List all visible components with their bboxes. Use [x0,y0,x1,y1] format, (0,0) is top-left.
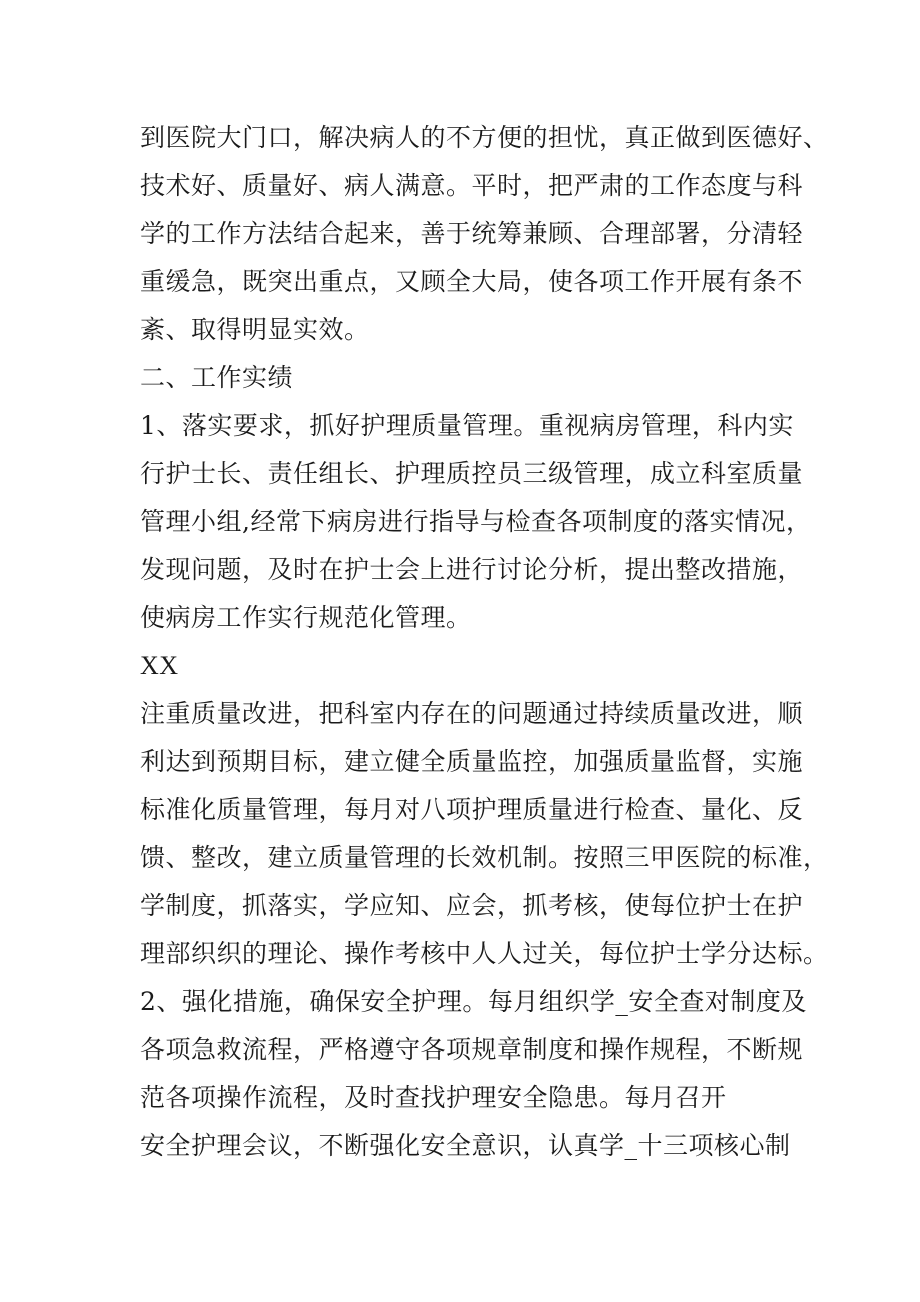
text-line: 注重质量改进，把科室内存在的问题通过持续质量改进，顺 [140,699,804,728]
document-body [140,114,829,1170]
text-line: 使病房工作实行规范化管理。 [140,603,472,632]
text-line: 利达到预期目标，建立健全质量监控，加强质量监督，实施 [140,747,804,776]
text-line: 2、强化措施，确保安全护理。每月组织学_安全查对制度及 [140,987,807,1016]
placeholder-mark: XX [140,651,179,680]
text-line: 到医院大门口，解决病人的不方便的担忧，真正做到医德好、 [140,123,829,152]
text-line: 发现问题，及时在护士会上进行讨论分析，提出整改措施， [140,555,804,584]
text-line: 紊、取得明显实效。 [140,315,370,344]
text-line: 馈、整改，建立质量管理的长效机制。按照三甲医院的标准， [140,843,829,872]
section-heading: 二、工作实绩 [140,363,294,392]
text-line: 技术好、质量好、病人满意。平时，把严肃的工作态度与科 [140,171,804,200]
text-line: 管理小组,经常下病房进行指导与检查各项制度的落实情况， [140,507,812,536]
text-line: 行护士长、责任组长、护理质控员三级管理，成立科室质量 [140,459,804,488]
text-line: 1、落实要求，抓好护理质量管理。重视病房管理，科内实 [140,411,794,440]
text-line: 理部织织的理论、操作考核中人人过关，每位护士学分达标。 [140,939,829,968]
text-line: 范各项操作流程，及时查找护理安全隐患。每月召开 [140,1083,727,1112]
text-line: 标准化质量管理，每月对八项护理质量进行检查、量化、反 [140,795,804,824]
text-line: 重缓急，既突出重点，又顾全大局，使各项工作开展有条不 [140,267,804,296]
text-line: 安全护理会议，不断强化安全意识，认真学_十三项核心制 [140,1131,791,1160]
text-line: 学制度，抓落实，学应知、应会，抓考核，使每位护士在护 [140,891,804,920]
text-line: 学的工作方法结合起来，善于统筹兼顾、合理部署，分清轻 [140,219,804,248]
text-line: 各项急救流程，严格遵守各项规章制度和操作规程，不断规 [140,1035,804,1064]
